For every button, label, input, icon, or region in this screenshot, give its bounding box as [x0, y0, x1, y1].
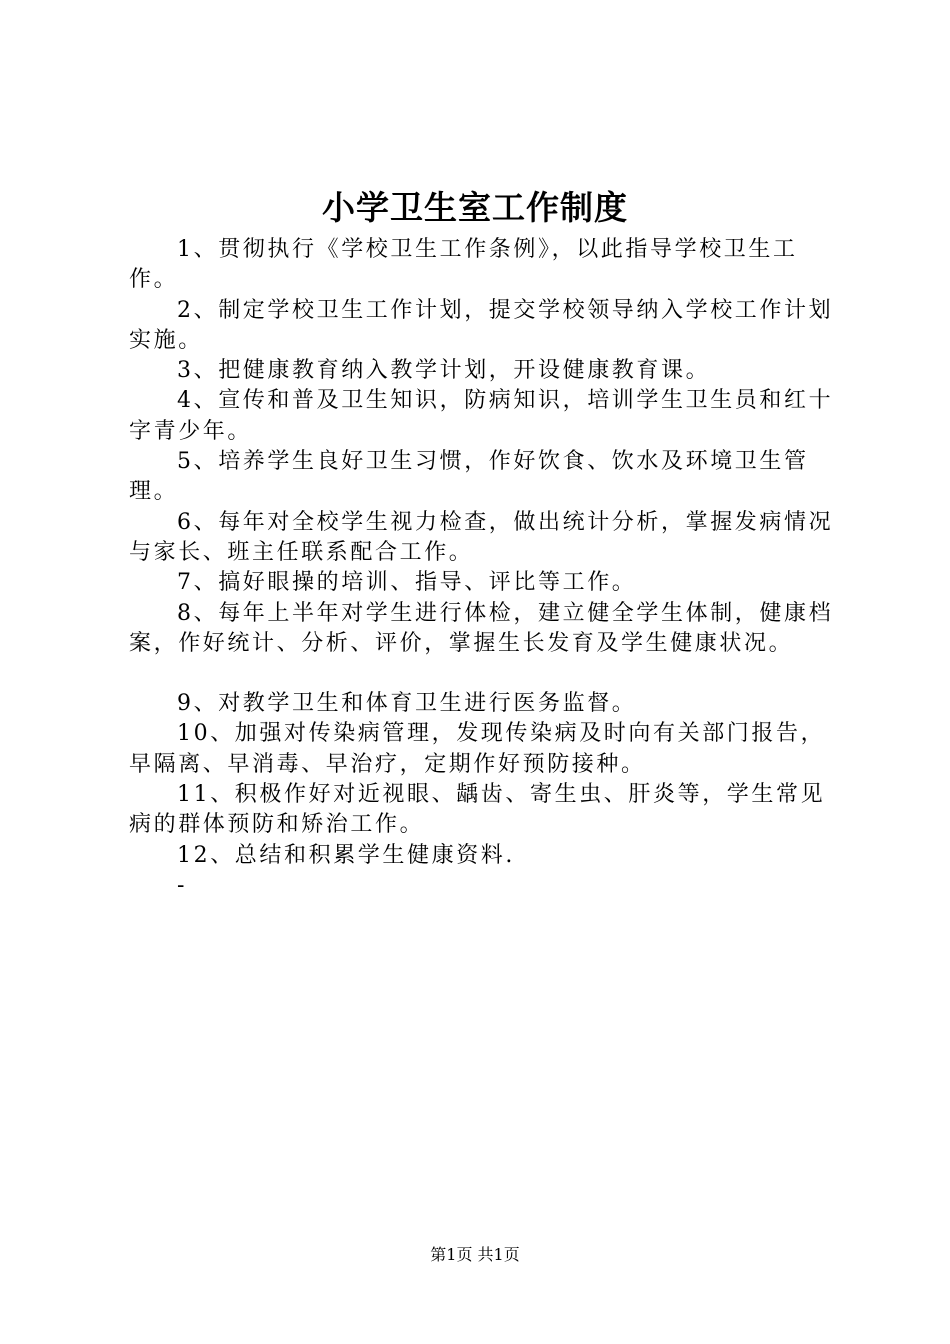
paragraph-6: 6、每年对全校学生视力检查，做出统计分析，掌握发病情况与家长、班主任联系配合工作。 — [129, 509, 834, 565]
paragraph-3: 3、把健康教育纳入教学计划，开设健康教育课。 — [177, 358, 711, 384]
paragraph-5: 5、培养学生良好卫生习惯，作好饮食、饮水及环境卫生管理。 — [129, 449, 809, 505]
page-title: 小学卫生室工作制度 — [322, 188, 628, 227]
paragraph-1: 1、贯彻执行《学校卫生工作条例》，以此指导学校卫生工作。 — [129, 237, 798, 293]
paragraph-11: 11、积极作好对近视眼、龋齿、寄生虫、肝炎等，学生常见病的群体预防和矫治工作。 — [129, 782, 826, 838]
paragraph-9: 9、对教学卫生和体育卫生进行医务监督。 — [177, 691, 637, 717]
page-number-footer: 第1页 共1页 — [430, 1245, 520, 1264]
paragraph-4: 4、宣传和普及卫生知识，防病知识，培训学生卫生员和红十字青少年。 — [129, 388, 834, 444]
trailing-mark: - — [177, 872, 188, 898]
paragraph-10: 10、加强对传染病管理，发现传染病及时向有关部门报告，早隔离、早消毒、早治疗，定期作好预防接种。 — [129, 721, 826, 777]
paragraph-7: 7、搞好眼操的培训、指导、评比等工作。 — [177, 570, 637, 596]
document-body — [129, 235, 841, 901]
paragraph-2: 2、制定学校卫生工作计划，提交学校领导纳入学校工作计划实施。 — [129, 297, 834, 353]
paragraph-8: 8、每年上半年对学生进行体检，建立健全学生体制，健康档案，作好统计、分析、评价，掌握生长发育及学生健康状况。 — [129, 600, 834, 656]
paragraph-12: 12、总结和积累学生健康资料. — [177, 842, 515, 868]
